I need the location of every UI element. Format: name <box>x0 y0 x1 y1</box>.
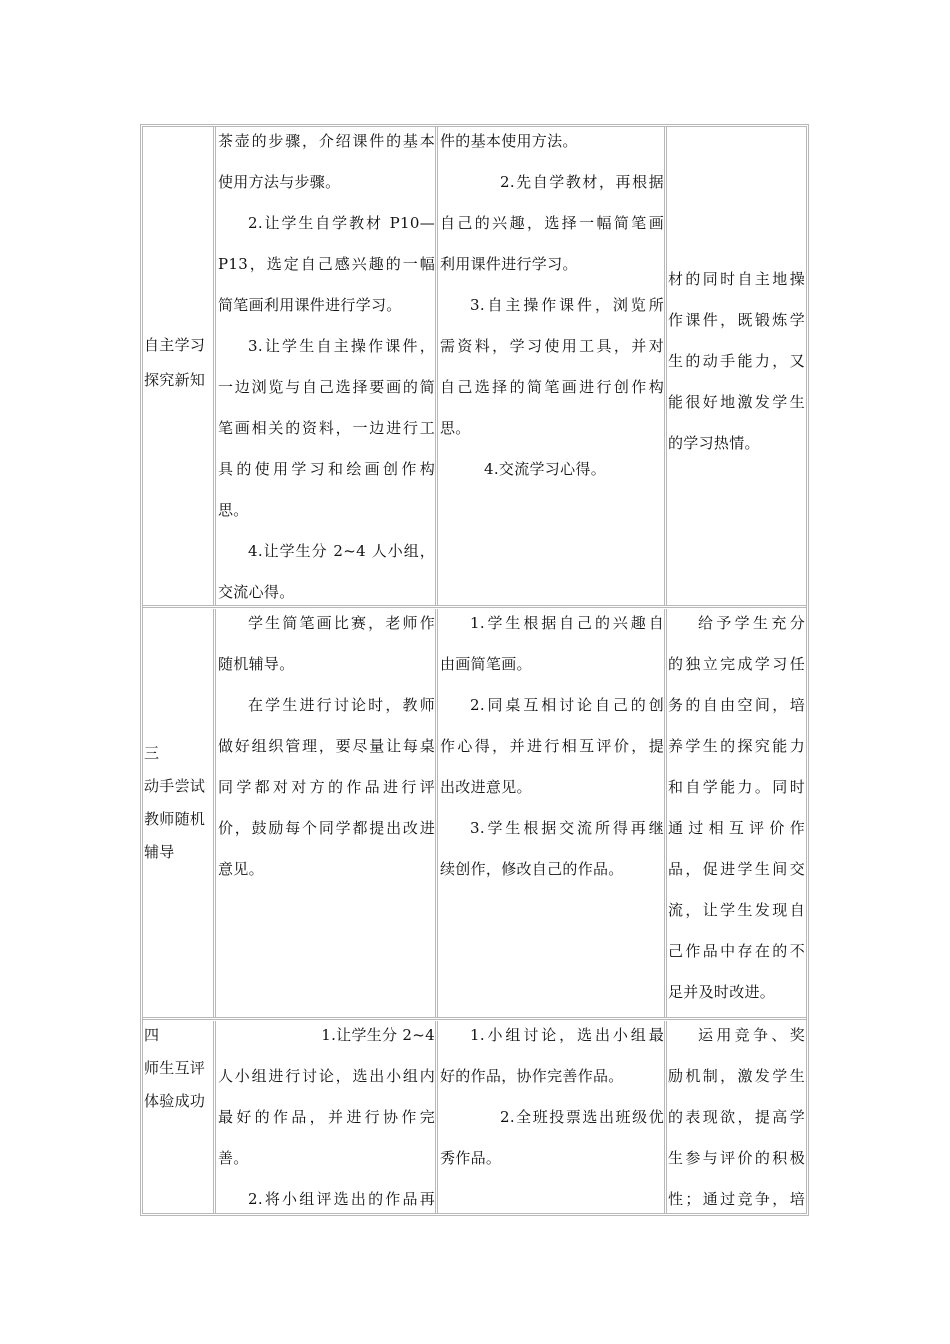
text-line: 秀作品。 <box>440 1149 502 1167</box>
text-line: 在学生进行讨论时，教师 <box>248 696 435 714</box>
text-line: 利用课件进行学习。 <box>440 255 578 273</box>
text-line: 简笔画利用课件进行学习。 <box>218 296 402 314</box>
table-row <box>143 1021 806 1213</box>
row-divider <box>143 1017 806 1020</box>
text-line: 的学习热情。 <box>668 434 760 452</box>
text-line: 价，鼓励每个同学都提出改进 <box>218 819 435 837</box>
teacher-activity-cell <box>216 1021 438 1213</box>
stage-line: 体验成功 <box>144 1092 206 1110</box>
text-line: 品，促进学生间交 <box>668 860 805 878</box>
stage-line: 四 <box>144 1026 160 1044</box>
text-line: 人小组进行讨论，选出小组内 <box>218 1067 435 1085</box>
text-line: 4.交流学习心得。 <box>484 460 607 478</box>
text-line: 通过相互评价作 <box>668 819 805 837</box>
text-line: 和自学能力。同时 <box>668 778 805 796</box>
text-line: 3.让学生自主操作课件， <box>248 337 435 355</box>
text-line: 生参与评价的积极 <box>668 1149 805 1167</box>
student-activity-cell <box>438 1021 667 1213</box>
design-intent-cell <box>667 127 806 605</box>
stage-line: 探究新知 <box>144 371 206 389</box>
text-line: 给予学生充分 <box>698 614 805 632</box>
design-intent-cell <box>667 1021 806 1213</box>
student-activity-cell <box>438 127 667 605</box>
text-line: 4.让学生分 2~4 人小组， <box>248 542 435 560</box>
text-line: 2.全班投票选出班级优 <box>500 1108 664 1126</box>
text-line: 作心得，并进行相互评价，提 <box>440 737 664 755</box>
text-line: 流，让学生发现自 <box>668 901 805 919</box>
stage-cell <box>143 609 216 1017</box>
row-divider <box>143 605 806 608</box>
stage-line: 师生互评 <box>144 1059 206 1077</box>
text-line: 交流心得。 <box>218 583 295 601</box>
text-line: 的表现欲，提高学 <box>668 1108 805 1126</box>
text-line: 励机制，激发学生 <box>668 1067 805 1085</box>
text-line: 茶壶的步骤，介绍课件的基本 <box>218 132 435 150</box>
text-line: 自己选择的简笔画进行创作构 <box>440 378 664 396</box>
text-line: 3.自主操作课件，浏览所 <box>470 296 664 314</box>
stage-cell <box>143 1021 216 1213</box>
text-line: 能很好地激发学生 <box>668 393 805 411</box>
text-line: 意见。 <box>218 860 264 878</box>
lesson-plan-table <box>140 124 809 1216</box>
text-line: 笔画相关的资料，一边进行工 <box>218 419 435 437</box>
text-line: P13，选定自己感兴趣的一幅 <box>218 255 435 273</box>
text-line: 出改进意见。 <box>440 778 532 796</box>
text-line: 思。 <box>440 419 471 437</box>
text-line: 2.将小组评选出的作品再 <box>248 1190 435 1208</box>
text-line: 作课件，既锻炼学 <box>668 311 805 329</box>
teacher-activity-cell <box>216 609 438 1017</box>
teacher-activity-cell <box>216 127 438 605</box>
text-line: 1.让学生分 2~4 <box>321 1026 435 1044</box>
text-line: 件的基本使用方法。 <box>440 132 578 150</box>
text-line: 同学都对对方的作品进行评 <box>218 778 435 796</box>
text-line: 2.先自学教材，再根据 <box>500 173 664 191</box>
text-line: 使用方法与步骤。 <box>218 173 341 191</box>
stage-line: 三 <box>144 744 160 762</box>
text-line: 运用竞争、奖 <box>698 1026 805 1044</box>
text-line: 2.让学生自学教材 P10— <box>248 214 435 232</box>
text-line: 2.同桌互相讨论自己的创 <box>470 696 664 714</box>
table-row <box>143 127 806 605</box>
stage-line: 自主学习 <box>144 336 206 354</box>
text-line: 思。 <box>218 501 249 519</box>
text-line: 具的使用学习和绘画创作构 <box>218 460 435 478</box>
design-intent-cell <box>667 609 806 1017</box>
stage-cell <box>143 127 216 605</box>
text-line: 性；通过竞争，培 <box>668 1190 805 1208</box>
text-line: 善。 <box>218 1149 249 1167</box>
student-activity-cell <box>438 609 667 1017</box>
text-line: 做好组织管理，要尽量让每桌 <box>218 737 435 755</box>
text-line: 务的自由空间，培 <box>668 696 805 714</box>
text-line: 1.学生根据自己的兴趣自 <box>470 614 664 632</box>
stage-line: 辅导 <box>144 843 175 861</box>
text-line: 一边浏览与自己选择要画的简 <box>218 378 435 396</box>
text-line: 材的同时自主地操 <box>668 270 805 288</box>
text-line: 己作品中存在的不 <box>668 942 805 960</box>
text-line: 好的作品，协作完善作品。 <box>440 1067 624 1085</box>
text-line: 学生简笔画比赛，老师作 <box>248 614 435 632</box>
text-line: 续创作，修改自己的作品。 <box>440 860 624 878</box>
text-line: 1.小组讨论，选出小组最 <box>470 1026 664 1044</box>
stage-line: 动手尝试 <box>144 777 206 795</box>
text-line: 3.学生根据交流所得再继 <box>470 819 664 837</box>
text-line: 最好的作品，并进行协作完 <box>218 1108 435 1126</box>
text-line: 随机辅导。 <box>218 655 295 673</box>
text-line: 足并及时改进。 <box>668 983 776 1001</box>
text-line: 养学生的探究能力 <box>668 737 805 755</box>
text-line: 的独立完成学习任 <box>668 655 805 673</box>
stage-line: 教师随机 <box>144 810 206 828</box>
text-line: 生的动手能力，又 <box>668 352 805 370</box>
text-line: 需资料，学习使用工具，并对 <box>440 337 664 355</box>
text-line: 由画简笔画。 <box>440 655 532 673</box>
text-line: 自己的兴趣，选择一幅简笔画 <box>440 214 664 232</box>
table-row <box>143 609 806 1017</box>
